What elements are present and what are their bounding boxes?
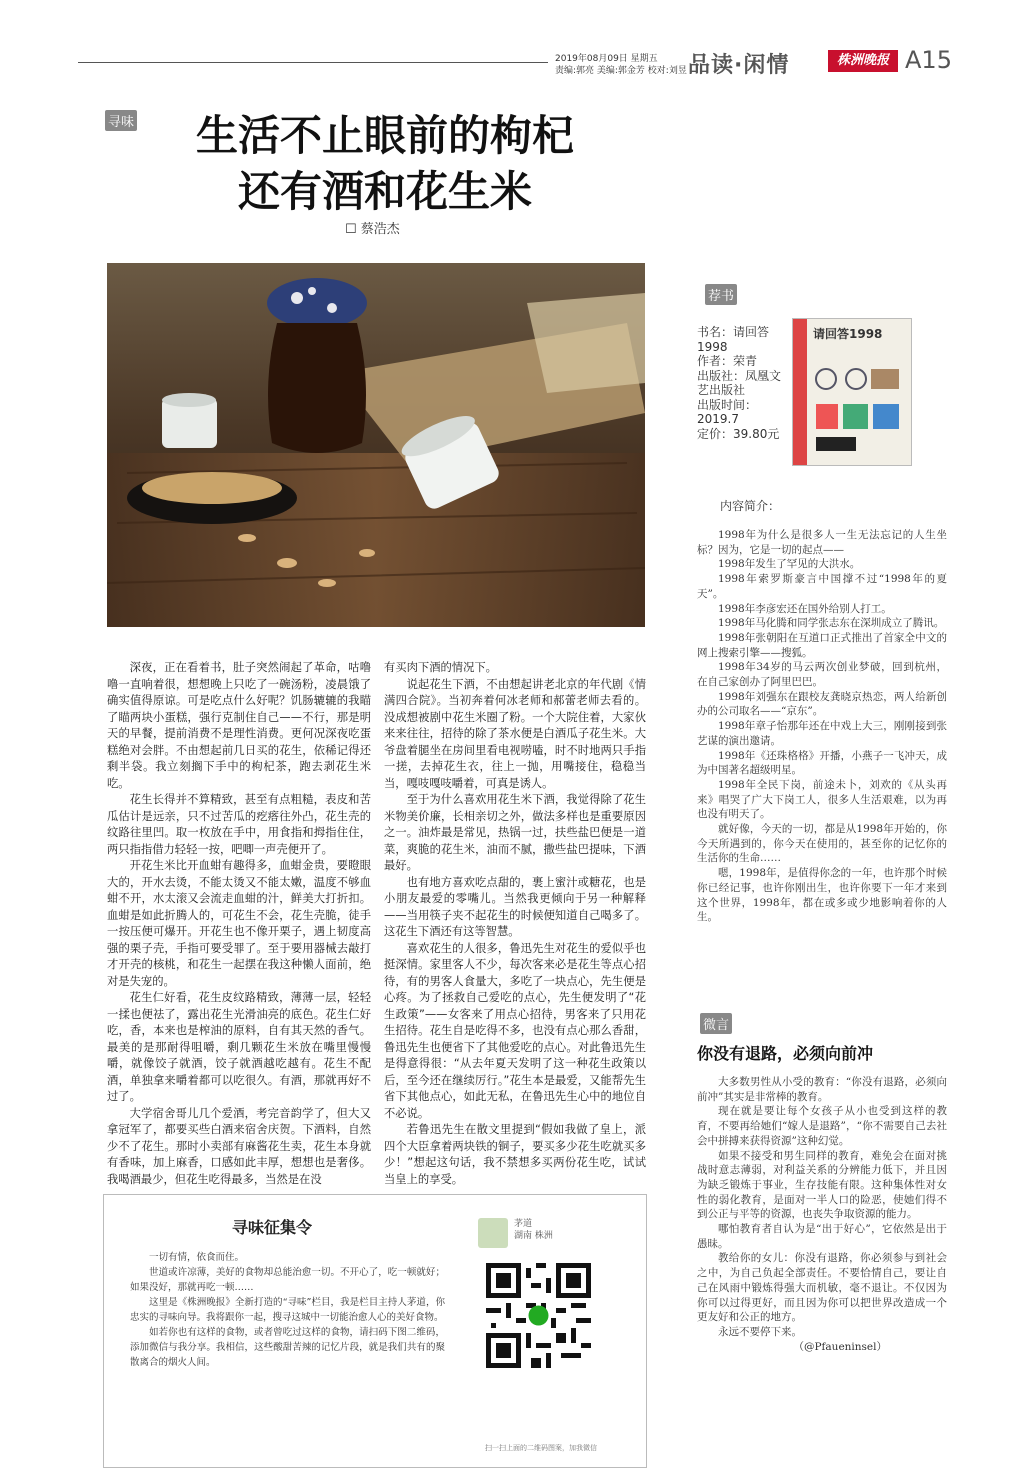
book-name: 书名：请回答1998 xyxy=(697,325,770,354)
article-paragraph: 深夜，正在看着书，肚子突然闹起了革命，咕噜噜一直响着很，想想晚上只吃了一碗汤粉，凌晨饿了确实值得原谅。可是吃点什么好呢？饥肠辘辘的我瞄了瞄两块小蛋糕，强行克制住自己——不行，那是明天的早餐，提前消费不是理性消费。更何况深夜吃蛋糕绝对会胖。不由想起前几日买的花生，依稀记得还剩半袋。我立刻搁下手中的枸杞茶，跑去剥花生米吃。 xyxy=(107,661,371,790)
article-paragraph: 也有地方喜欢吃点甜的，裹上蜜汁或糖花，也是小朋友最爱的零嘴儿。当然我更倾向于另一种解释——当用筷子夹不起花生的时候便知道自己喝多了。这花生下酒还有这等智慧。 xyxy=(384,875,646,938)
intro-paragraph: 1998年34岁的马云两次创业梦破，回到杭州，在自己家创办了阿里巴巴。 xyxy=(697,661,947,689)
header-date: 2019年08月09日 星期五 xyxy=(555,54,658,64)
book-intro-title: 内容简介： xyxy=(720,499,781,513)
article-paragraph: 若鲁迅先生在散文里提到“假如我做了皇上，派四个大臣拿着两块铁的铜子，要买多少花生吃就买多少！”想起这句话，我不禁想多买两份花生吃，试试当皇上的享受。 xyxy=(384,1123,646,1186)
headline-line-2: 还有酒和花生米 xyxy=(237,167,532,216)
notice-title: 寻味征集令 xyxy=(232,1218,313,1237)
intro-paragraph: 就好像，今天的一切，都是从1998年开始的，你今天所遇到的，你今天在使用的，甚至你的记忆你的生活你的生命…… xyxy=(697,823,947,865)
qr-code-graphic xyxy=(486,1263,591,1368)
header-rule xyxy=(78,62,548,63)
intro-paragraph: 1998年发生了罕见的大洪水。 xyxy=(718,558,861,571)
weiyan-signature: （@Pfaueninsel） xyxy=(793,1340,887,1353)
qr-caption: 扫一扫上面的二维码图案，加我微信 xyxy=(485,1444,597,1452)
article-byline: ☐ 蔡浩杰 xyxy=(345,222,400,237)
book-info xyxy=(697,325,785,441)
article-paragraph: 说起花生下酒，不由想起讲老北京的年代剧《情满四合院》。当初奔着何冰老师和郝蕾老师去看的。没成想被剧中花生米圈了粉。一个大院住着，大家伙来来往往，招待的除了茶水便是白酒瓜子花生米。大爷盘着腿坐在房间里看电视唠嗑，时不时地两只手指一搓，去掉花生衣，往上一抛，用嘴接住，稳稳当当，嘎吱嘎吱嚼着，可真是诱人。 xyxy=(384,677,646,790)
article-paragraph: 花生仁好看，花生皮纹路精致，薄薄一层，轻轻一揉也便祛了，露出花生光滑油亮的底色。花生仁好吃，香，本来也是榨油的原料，自有其天然的香气。最美的是那耐得咀嚼，剩几颗花生米放在嘴里慢慢嚼，就像饺子就酒，饺子就酒越吃越有。花生不配酒，单独拿来嚼着都可以吃很久。有酒，那就再好不过了。 xyxy=(107,991,371,1103)
article-paragraph: 花生长得并不算精致，甚至有点粗糙，表皮和苦瓜估计是远亲，只不过苦瓜的疙瘩往外凸，花生壳的纹路往里凹。取一枚放在手中，用食指和拇指住住，两只指指借力轻轻一按，吧唧一声壳便开了。 xyxy=(107,793,371,856)
header-date-block xyxy=(555,53,687,77)
article-paragraph: 大学宿舍哥儿几个爱酒，考完音韵学了，但大又拿冠军了，都要买些白酒来宿舍庆贺。下酒料，自然少不了花生。那时小卖部有麻酱花生卖，花生本身就有香味，加上麻香，口感如此丰厚，想想也是奢侈。我喝酒最少，但花生吃得最多，当然是在没 xyxy=(107,1106,371,1186)
page-number: A15 xyxy=(905,46,952,74)
intro-paragraph: 1998年张朝阳在互道口正式推出了首家全中文的网上搜索引擎——搜狐。 xyxy=(697,631,947,659)
column-tag-weiyan xyxy=(700,1013,732,1034)
weiyan-body xyxy=(697,1075,947,1354)
notice-paragraph: 这里是《株洲晚报》全新打造的“寻味”栏目，我是栏目主持人茅道，你忠实的寻味向导。我将跟你一起，搜寻这城中一切能治愈人心的美好食物。 xyxy=(130,1297,445,1323)
cover-illustration xyxy=(811,349,906,459)
intro-paragraph: 1998年全民下岗，前途未卜，刘欢的《从头再来》唱哭了广大下岗工人，很多人生活艰难，以为再也没有明天了。 xyxy=(697,778,947,821)
intro-paragraph: 1998年索罗斯豪言中国撑不过“1998年的夏天”。 xyxy=(697,573,947,600)
cover-spine xyxy=(793,319,807,465)
intro-paragraph: 嗯，1998年，是值得你念的一年，也许那个时候你已经记事，也许你刚出生，也许你要下一年才来到这个世界，1998年，都在或多或少地影响着你的人生。 xyxy=(697,867,947,924)
weiyan-paragraph: 哪怕教育者自认为是“出于好心”，它依然是出于愚昧。 xyxy=(697,1223,947,1250)
notice-paragraph: 如若你也有这样的食物，或者曾吃过这样的食物，请扫码下图二维码，添加微信与我分享。我相信，这些酸甜苦辣的记忆片段，就是我们共有的聚散离合的烟火人间。 xyxy=(130,1327,445,1368)
article-paragraph: 喜欢花生的人很多，鲁迅先生对花生的爱似乎也挺深情。家里客人不少，每次客来必是花生等点心招待，有的男客人食量大，多吃了一块点心，先生便是心疼。为了拯救自己爱吃的点心，先生便发明了“花生政策”——女客来了用点心招待，男客来了只用花生招待。花生自是吃得不多，也没有点心那么香甜，鲁迅先生也便省下了其他爱吃的点心。对此鲁迅先生是得意得很：“从去年夏天发明了这一种花生政策以后，至今还在继续厉行。”花生本是最爱，又能帮先生省下其他点心，如此无私，在鲁迅先生心中的地位自不必说。 xyxy=(384,941,646,1120)
intro-paragraph: 1998年为什么是很多人一生无法忘记的人生坐标？因为，它是一切的起点—— xyxy=(697,529,947,556)
weiyan-title: 你没有退路，必须向前冲 xyxy=(697,1044,874,1063)
photo-illustration xyxy=(107,263,645,627)
column-tag-jianshu xyxy=(705,284,737,305)
headline-line-1: 生活不止眼前的枸杞 xyxy=(195,111,574,160)
cover-title: 请回答1998 xyxy=(813,327,883,341)
intro-paragraph: 1998年章子怡那年还在中戏上大三，刚刚接到张艺谋的演出邀请。 xyxy=(697,720,947,747)
article-photo xyxy=(107,263,645,627)
article-headline xyxy=(150,108,620,220)
article-paragraph: 开花生米比开血蚶有趣得多，血蚶金贵，要瞪眼大的，开水去烫，不能太烫又不能太嫩，温度不够血蚶不开，水太滚又会流走血蚶的汁，鲜美大打折扣。血蚶是如此折腾人的，可花生不会，花生壳脆，徒手一按压便可爆开。开花生也不像开栗子，遇上韧度高强的栗子壳，手指可要受罪了。至于要用器械去敲打才开壳的核桃，和花生一起摆在我这种懒人面前，绝对是失宠的。 xyxy=(107,859,371,988)
article-column-1 xyxy=(107,660,371,1188)
book-price: 定价：39.80元 xyxy=(697,426,780,441)
column-tag-label: 寻味 xyxy=(108,115,135,130)
weiyan-paragraph: 大多数男性从小受的教育：“你没有退路，必须向前冲”其实是非常棒的教育。 xyxy=(697,1076,947,1103)
qr-name: 茅道 xyxy=(514,1219,533,1229)
article-paragraph: 有买肉下酒的情况下。 xyxy=(384,661,497,674)
notice-paragraph: 世道或许凉薄，美好的食物却总能治愈一切。不开心了，吃一顿就好；如果没好，那就再吃一顿…… xyxy=(130,1267,445,1293)
book-author: 作者：荣青 xyxy=(697,354,758,368)
intro-paragraph: 1998年《还珠格格》开播，小燕子一飞冲天，成为中国著名超级明星。 xyxy=(697,749,947,777)
header-staff: 责编:郭亮 美编:郭金芳 校对:刘昱 xyxy=(555,66,687,76)
column-tag-xunwei xyxy=(105,110,137,131)
weiyan-paragraph: 现在就是要让每个女孩子从小也受到这样的教育，不要再给她们“嫁人是退路”，“你不需要自己去社会中拼搏来获得资源”这种幻觉。 xyxy=(697,1105,947,1147)
book-pages xyxy=(527,293,645,393)
intro-paragraph: 1998年李彦宏还在国外给别人打工。 xyxy=(718,602,892,615)
article-column-2 xyxy=(384,660,646,1188)
notice-body xyxy=(130,1250,445,1370)
weiyan-paragraph: 如果不接受和男生同样的教育，难免会在面对挑战时意志薄弱，对利益关系的分辨能力低下，并且因为缺乏锻炼于事业，生存技能有限。这种集体性对女性的弱化教育，是面对一半人口的险恶，使她们得不到公正与平等的资源，也丧失争取资源的能力。 xyxy=(697,1149,947,1221)
qr-code[interactable] xyxy=(486,1263,591,1368)
weiyan-paragraph: 教给你的女儿：你没有退路，你必须参与到社会之中，为自己负起全部责任。不要恰情自己，要让自己在风雨中锻炼得强大而机敏，毫不退让。不仅因为你可以过得更好，而且因为你可以把世界改造成一个更友好和公正的地方。 xyxy=(697,1252,947,1324)
intro-paragraph: 1998年刘强东在跟校友龚晓京热恋，两人给新创办的公司取名——“京东”。 xyxy=(697,690,947,718)
column-tag-label: 微言 xyxy=(703,1018,730,1033)
article-paragraph: 至于为什么喜欢用花生米下酒，我觉得除了花生米物美价廉，长相亲切之外，做法多样也是重要原因之一。油炸最是常见，热锅一过，扶些盐巴便是一道菜，爽脆的花生米，油而不腻，撒些盐巴提味，下酒最好。 xyxy=(384,793,646,872)
book-intro xyxy=(697,528,947,925)
book-cover xyxy=(792,318,912,466)
avatar xyxy=(478,1218,508,1248)
column-tag-label: 荐书 xyxy=(708,289,735,304)
weiyan-paragraph: 永远不要停下来。 xyxy=(718,1325,802,1338)
notice-paragraph: 一切有情，依食而住。 xyxy=(149,1252,245,1263)
wine-jar xyxy=(268,323,366,453)
qr-profile xyxy=(514,1218,553,1242)
newspaper-logo: 株洲晚报 xyxy=(828,50,898,72)
qr-region: 湖南 株洲 xyxy=(514,1231,553,1241)
book-pub-time: 出版时间：2019.7 xyxy=(697,397,758,426)
book-publisher: 出版社：凤凰文艺出版社 xyxy=(697,368,782,397)
section-title: 品读·闲情 xyxy=(688,53,790,78)
jar-lid-cloth xyxy=(267,278,367,328)
intro-paragraph: 1998年马化腾和同学张志东在深圳成立了腾讯。 xyxy=(718,617,945,630)
